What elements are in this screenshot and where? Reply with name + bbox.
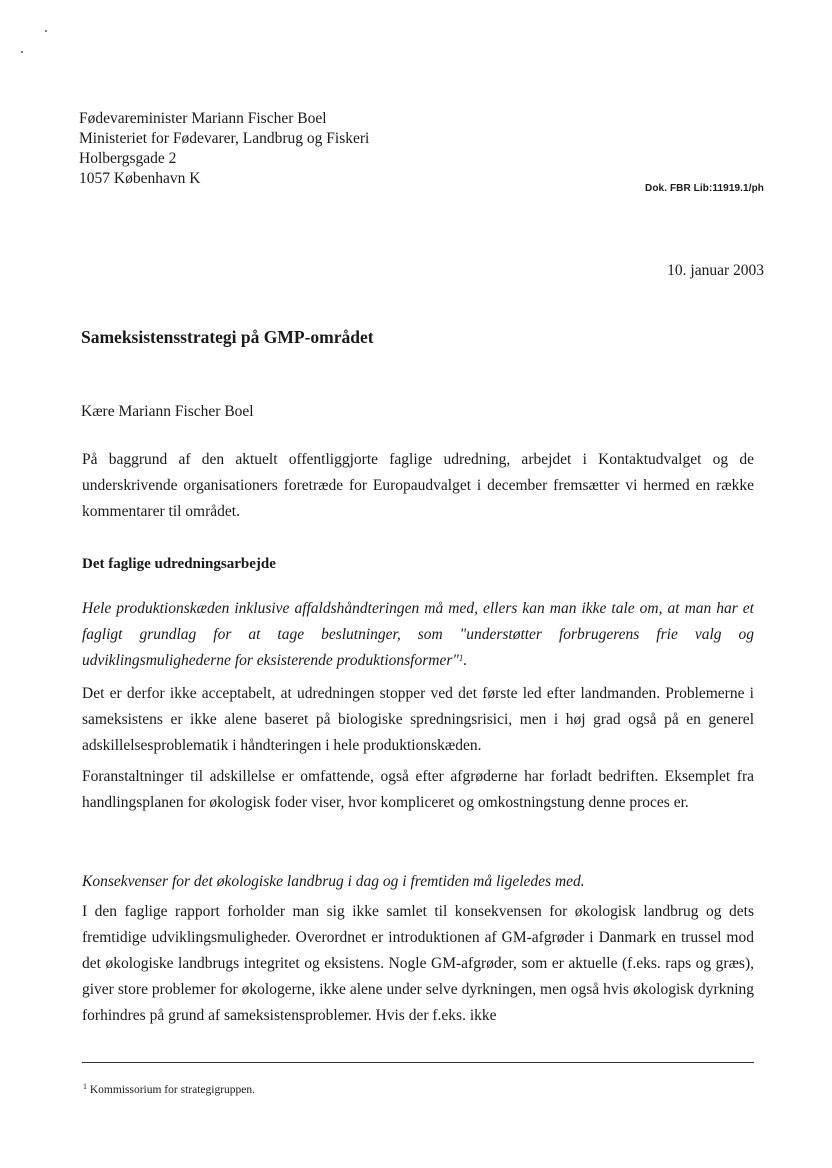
footnote-divider: [82, 1062, 754, 1063]
scan-speck: [21, 51, 23, 53]
intro-paragraph: På baggrund af den aktuelt offentliggjorte faglige udredning, arbejdet i Kontaktudvalget og de underskrivende organisationers foretræde for Europaudvalget i december fremsætter vi hermed en række kommentarer til området.: [82, 451, 754, 520]
section-heading: Det faglige udredningsarbejde: [82, 556, 276, 572]
document-reference: Dok. FBR Lib:11919.1/ph: [645, 183, 764, 194]
footnote-number: 1: [83, 1082, 87, 1091]
footnote-text: Kommissorium for strategigruppen.: [89, 1084, 256, 1096]
salutation: Kære Mariann Fischer Boel: [81, 403, 254, 420]
letter-title: Sameksistensstrategi på GMP-området: [81, 327, 374, 347]
italic-paragraph-text: Hele produktionskæden inklusive affaldshåndteringen må med, ellers kan man ikke tale om, at man har et fagligt grundlag for at tage beslutninger, som "understøtter forbrugerens frie valg og udviklingsmulighederne for eksisterende produktionsformer": [82, 600, 754, 669]
address-line: Fødevareminister Mariann Fischer Boel: [79, 110, 327, 127]
body-paragraph: Foranstaltninger til adskillelse er omfattende, også efter afgrøderne har forladt bedriften. Eksemplet fra handlingsplanen for økologisk foder viser, hvor kompliceret og omkostningstung denne proces er.: [82, 768, 754, 811]
italic-paragraph-end: .: [463, 652, 468, 669]
recipient-address: [79, 109, 369, 189]
footnote: [83, 1084, 255, 1096]
footnote-mark: 1: [458, 653, 464, 663]
letter-date: 10. januar 2003: [667, 262, 764, 279]
body-paragraph: I den faglige rapport forholder man sig ikke samlet til konsekvensen for økologisk landbrug og dets fremtidige udviklingsmuligheder. Overordnet er introduktionen af GM-afgrøder i Danmark en trussel mod det økologiske landbrugs integritet og eksistens. Nogle GM-afgrøder, som er aktuelle (f.eks. raps og græs), giver store problemer for økologerne, ikke alene under selve dyrkningen, men også hvis økologisk dyrkning forhindres på grund af sameksistensproblemer. Hvis der f.eks. ikke: [82, 903, 754, 1024]
address-line: Holbergsgade 2: [79, 150, 177, 167]
address-line: 1057 København K: [79, 170, 201, 187]
address-line: Ministeriet for Fødevarer, Landbrug og Fiskeri: [79, 130, 370, 147]
body-paragraph: Det er derfor ikke acceptabelt, at udredningen stopper ved det første led efter landmanden. Problemerne i sameksistens er ikke alene baseret på biologiske spredningsrisici, men i høj grad også på en generel adskillelsesproblematik i håndteringen i hele produktionskæden.: [82, 685, 754, 754]
italic-heading: Konsekvenser for det økologiske landbrug i dag og i fremtiden må ligeledes med.: [82, 873, 585, 890]
scan-speck: [45, 30, 47, 32]
italic-paragraph: [82, 596, 754, 674]
